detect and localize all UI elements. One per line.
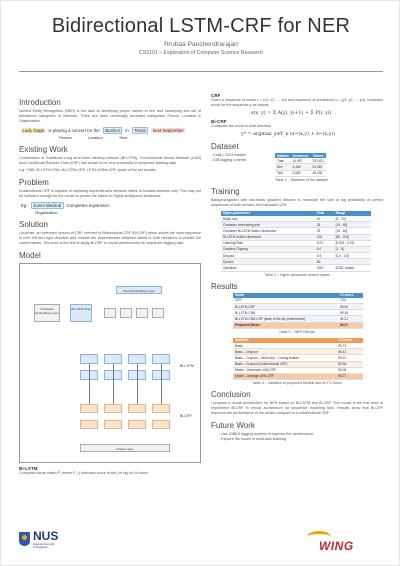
crf-cell-8 — [152, 420, 170, 429]
bicrf-formula: y* = argmax_y∈Y_x (s→(x,y) + s←(x,y)) — [241, 132, 336, 137]
nus-subtext: National University — [33, 543, 55, 546]
table-cell: [0.0 - 0.5] — [334, 253, 371, 259]
problem-example — [21, 202, 201, 209]
table-cell: 0.01 — [315, 240, 334, 246]
table-cell: 89.56 — [336, 361, 363, 367]
table-cell: 3,466 — [291, 164, 311, 170]
table-header: Final — [315, 211, 334, 216]
table-cell: 90.27 — [338, 322, 363, 328]
dataset-list — [211, 153, 271, 163]
bilstm-side-label: Bi-LSTM — [180, 364, 194, 368]
table-cell: Basic – Dropout – Word sep – Casing feature — [233, 355, 336, 361]
table-header: Model — [233, 293, 338, 298]
results-heading: Results — [211, 281, 238, 291]
table-cell: 90.94 — [338, 304, 363, 310]
dataset-heading: Dataset — [211, 142, 239, 151]
lstm-cell-2 — [104, 354, 122, 364]
table-cell: [0.001 - 0.01] — [334, 240, 371, 246]
crf-cell-2 — [104, 404, 122, 413]
table-header: Sentences — [292, 153, 309, 158]
crf-cell-3 — [128, 404, 146, 413]
table-cell: SGD — [315, 265, 334, 271]
table-cell: 90.08 — [336, 367, 363, 373]
table-row — [233, 322, 363, 328]
table-header: Tokens — [310, 153, 326, 158]
nus-logo — [19, 529, 58, 549]
table-cell: Model – Maximum of Bi-CRF — [233, 367, 336, 373]
tag-organization: Organization — [35, 210, 58, 215]
intro-heading: Introduction — [19, 98, 61, 107]
table-cell: Bi-LSTM-CRF — [233, 304, 338, 310]
lstm-cell-4 — [152, 354, 170, 364]
table-cell: 46,435 — [310, 170, 326, 176]
tag-person: Person — [59, 135, 72, 140]
arrow-1 — [89, 364, 90, 404]
example-location-2: Texas — [132, 127, 148, 134]
dataset-caption: Table 1 – Statistics of the dataset — [275, 177, 328, 182]
dataset-table-wrap — [275, 153, 328, 182]
bilstm-heading: Bi-LSTM — [19, 466, 38, 471]
table-row — [275, 170, 326, 176]
problem-heading: Problem — [19, 178, 49, 187]
table-cell: Epochs — [221, 259, 315, 265]
problem-text: Unidirectional CRF is capable of capturing dependencies between labels in forward direction only. This may not be sufficient enough for the model to predict the labels for highly ambiguous sentences. — [19, 189, 201, 198]
results-table — [233, 293, 363, 329]
problem-eg-entity: Jones Medical — [31, 202, 64, 209]
crf-cell-7 — [128, 420, 146, 429]
solution-heading: Solution — [19, 220, 48, 229]
variation-caption: Table 4 – Variation of proposed Models and its F1-Score — [252, 381, 342, 386]
table-cell: Optimizer — [221, 265, 315, 271]
lstm-cell-3 — [128, 354, 146, 364]
table-cell: [10 - 60] — [334, 222, 371, 228]
ner-example — [21, 127, 201, 134]
table-header: Range — [334, 211, 371, 216]
table-cell: [SGD, Adam] — [334, 265, 371, 271]
arrow-3 — [137, 364, 138, 404]
crf-cell-5 — [80, 420, 98, 429]
table-cell: 79.0 — [338, 298, 363, 304]
char-embedding-box: Character Embedding Layer — [34, 304, 60, 322]
table-cell: Basic – Dropout — [233, 349, 336, 355]
bilstm-text: Computes score matrix P, where P_i,j indicates score of the j-th tag of i-th word. — [19, 471, 149, 475]
table-cell: [1 - 5] — [334, 246, 371, 252]
table-cell: Basic – Dropout (Unidirectional CRF) — [233, 361, 336, 367]
table-cell: 25 — [315, 228, 334, 234]
table-cell: 90.27 — [336, 373, 363, 379]
model-heading: Model — [19, 251, 41, 260]
crf-formula: s(x, y) = Σ A(yi, yi+1) + Σ P(i, yi) — [251, 111, 332, 116]
left-column — [19, 93, 201, 476]
dataset-item: - CoNLL 2003 dataset — [211, 153, 247, 157]
model-diagram — [19, 263, 201, 463]
solution-text: I propose, an extended version of CRF, referred to Bidirectional CRF (Bi-CRF) which solves the input sequence in both left and right direction and models the dependencies between labels in both directions to predict the correct labels. This work is the first to apply Bi-CRF to neural architectures for sequence tagging task. — [19, 231, 201, 245]
table-header: F1-Score — [338, 293, 363, 298]
intro-text: Named Entity Recognition (NER) is the task of identifying proper names in text and classifying into set of predefined categories of interests. There are three universally accepted categories: Person, Location & Organization. — [19, 109, 201, 123]
table-cell: CRF — [233, 298, 338, 304]
author-name: Rrubaa Panchendrarajan — [164, 41, 238, 48]
table-cell: 3,684 — [291, 170, 311, 176]
table-header: Hyper-parameters — [221, 211, 315, 216]
table-cell: 100 — [315, 234, 334, 240]
bicrf-side-label: Bi-CRF — [180, 414, 192, 418]
table-cell: Proposed Model — [233, 322, 338, 328]
table-cell: 14,987 — [291, 158, 311, 164]
table-cell: Dropout — [221, 253, 315, 259]
crf-cell-4 — [152, 404, 170, 413]
table-cell: 89.10 — [336, 355, 363, 361]
wing-logo: WING — [319, 539, 354, 553]
table-row — [221, 265, 371, 271]
word-embedding-label: Word Embedding Layer — [116, 286, 162, 294]
table-cell: Bi-LSTM hidden dimension — [221, 234, 315, 240]
dataset-table — [275, 153, 326, 177]
table-cell: 89.42 — [336, 349, 363, 355]
crf-cell-6 — [104, 420, 122, 429]
future-heading: Future Work — [211, 421, 255, 431]
table-cell: 203,621 — [312, 158, 325, 163]
poster-title: Bidirectional LSTM-CRF for NER — [51, 15, 351, 37]
table-cell: 51,362 — [310, 164, 326, 170]
problem-eg-rest: Completes expansion. — [66, 203, 111, 208]
table-cell: Dev — [275, 164, 291, 170]
embed-cell-1 — [104, 308, 116, 318]
example-person: Lady Gaga — [22, 128, 44, 133]
dataset-row — [211, 153, 383, 182]
table-cell: 89.36 — [338, 310, 363, 316]
affiliation: CS6101 – Exploration of Computer Science Research — [139, 49, 263, 56]
hyperparam-table — [221, 211, 371, 272]
existing-eg: e.g. CNN, Bi-LSTM-CNN, Bi-LSTM-CRF, LSTM-CNNs-CRF (state-of-the-art results) — [19, 168, 156, 172]
crf-heading: CRF — [211, 93, 221, 98]
arrow-2 — [113, 364, 114, 404]
example-tags — [59, 135, 201, 140]
table-cell: Gradient Clipping — [221, 246, 315, 252]
table-cell: [50 - 200] — [334, 234, 371, 240]
nus-subtext: of Singapore — [33, 546, 48, 549]
table-cell: Batch size — [221, 216, 315, 222]
lstm-cell-1 — [80, 354, 98, 364]
table-cell: Train — [275, 158, 291, 164]
table-cell: Model – Average of Bi-CRF — [233, 373, 336, 379]
nus-crest-icon — [19, 532, 30, 546]
embed-cell-3 — [136, 308, 148, 318]
table-header: Variation — [233, 338, 336, 343]
table-cell: 90.73 — [336, 343, 363, 349]
list-item: - Explore the model in multi-task learning — [219, 437, 286, 442]
crf-cell-1 — [80, 404, 98, 413]
table-cell: Learning Rate — [221, 240, 315, 246]
table-cell: 50 — [315, 259, 334, 265]
example-time: next September — [152, 128, 184, 133]
table-cell: 0.5 — [315, 253, 334, 259]
table-row — [233, 373, 363, 379]
existing-heading: Existing Work — [19, 145, 68, 154]
bilstm-char-box: Bi-LSTM Char — [70, 304, 92, 322]
hyperparam-caption: Table 2 – Hyper-parameter search space — [264, 272, 330, 277]
training-heading: Training — [211, 186, 240, 196]
table-cell: 5.0 — [315, 246, 334, 252]
example-location-1: Bushes — [103, 127, 123, 134]
variation-table — [233, 338, 363, 380]
bicrf-text: Computes the score in both direction — [211, 124, 272, 128]
poster-header — [1, 15, 400, 56]
embed-cell-2 — [120, 308, 132, 318]
problem-eg-label: Eg: — [21, 203, 28, 208]
table-header: Dataset — [277, 153, 289, 158]
problem-tags — [35, 210, 201, 215]
table-cell: Character embedding size — [221, 222, 315, 228]
nus-wordmark — [33, 529, 58, 549]
nus-text: NUS — [33, 529, 59, 543]
embed-cell-4 — [152, 308, 164, 318]
training-text: Backpropagation with stochastic gradient descent to maximize the sum of log probability of correct sequences of both forward and backward CRF. — [211, 197, 383, 207]
right-column — [211, 93, 383, 442]
crf-text: Given a sequence of words x = (x1, x2, ..., xn) and sequence of predictions y = (y1, y2, ..., yn), computes score for the sequence y as follows — [211, 98, 383, 107]
table-cell: Test — [275, 170, 291, 176]
future-list — [219, 432, 383, 442]
conclusion-text: I propose a neural architecture for NER based on Bi-LSTM and Bi-CRF. This model is the first work to experiment Bi-CRF in neural architecture for sequence modeling task. Results show that Bi-CRF improves the performance of the model compare to a unidirectional CRF. — [211, 401, 383, 416]
table-cell: Character Bi-LSTM hidden dimension — [221, 228, 315, 234]
conclusion-heading: Conclusion — [211, 390, 251, 400]
table-cell: 25 — [315, 222, 334, 228]
table-cell: Bi-LSTM-CNN-CRF (state of the art performance) — [233, 316, 338, 322]
table-header: F1-Score — [336, 338, 363, 343]
tag-time: Time — [118, 135, 128, 140]
table-cell: Basic — [233, 343, 336, 349]
tag-location: Location — [87, 135, 103, 140]
table-cell: Bi-LSTM-CNN — [233, 310, 338, 316]
output-layer-box: Output Layer — [80, 444, 170, 452]
dataset-item: - IOB tagging scheme — [211, 158, 246, 162]
table-cell: [10 - 60] — [334, 228, 371, 234]
existing-text: Combination of Traditional Long short-term memory network (Bi-LSTM), Convolutional Neural Network (CNN) and Conditional Random Field (CRF) has shown to be very successful in sequence labeling task. — [19, 156, 201, 165]
bicrf-heading: Bi-CRF — [211, 119, 227, 124]
table-cell: 91.21 — [338, 316, 363, 322]
example-text-in: in — [125, 128, 129, 133]
header-divider — [19, 71, 383, 72]
table-cell: [5 - 20] — [334, 216, 371, 222]
list-item: - Use IOBES tagging scheme to improve the performance — [219, 432, 314, 437]
arrow-4 — [161, 364, 162, 404]
results-caption: Table 3 – NER Results — [278, 329, 316, 334]
example-text: is playing a concert for the — [48, 128, 100, 133]
table-cell: 10 — [315, 216, 334, 222]
